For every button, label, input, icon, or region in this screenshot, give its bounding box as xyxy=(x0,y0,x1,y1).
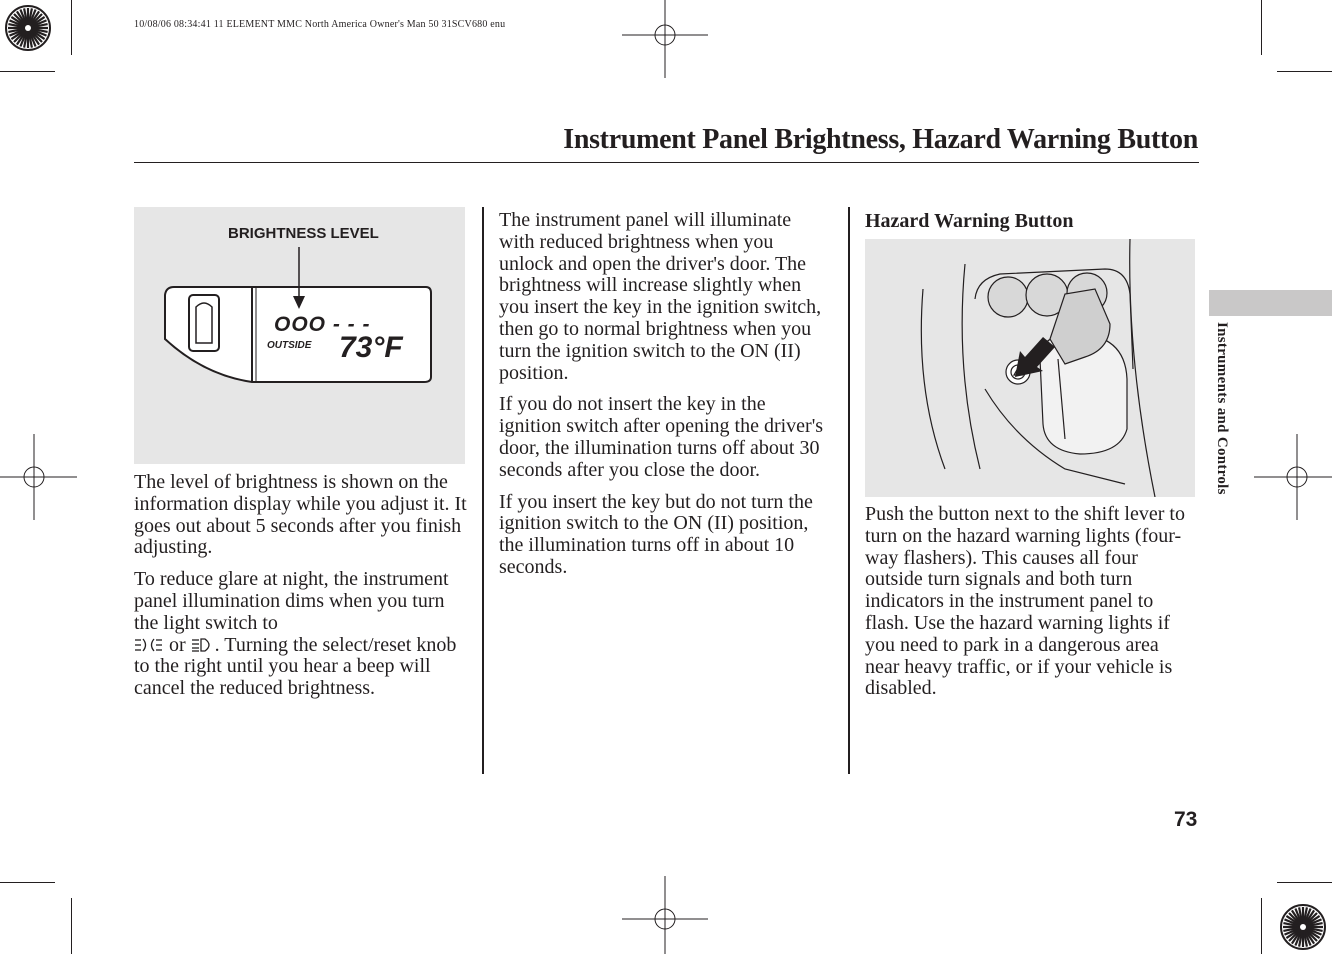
column-divider xyxy=(848,207,850,774)
brightness-display-figure xyxy=(134,207,465,464)
paragraph: The instrument panel will illuminate with reduced brightness when you unlock and open the driver's door. The brightness will increase slightly when you insert the key in the ignition switch, then go to normal brightness when you turn the ignition switch to the ON (II) position. xyxy=(499,209,822,384)
column-divider xyxy=(482,207,484,774)
paragraph: If you do not insert the key in the ignition switch after opening the driver's door, the illumination turns off about 30 seconds after you close the door. xyxy=(499,393,824,481)
paragraph-text: . Turning the select/reset knob to the right until you hear a beep will cancel the reduced brightness. xyxy=(134,633,457,700)
odometer-readout: OOO - - - xyxy=(274,313,371,336)
paragraph-text: or xyxy=(169,633,186,656)
paragraph: Push the button next to the shift lever to turn on the hazard warning lights (four-way flashers). This causes all four outside turn signals and both turn indicators in the instrument panel to flash. Use the hazard warning lights if you need to park in a dangerous area near heavy traffic, or if your vehicle is disabled. xyxy=(865,503,1185,700)
paragraph: If you insert the key but do not turn the ignition switch to the ON (II) position, the illumination turns off in about 10 seconds. xyxy=(499,490,813,578)
page-number: 73 xyxy=(1174,808,1198,831)
page-title: Instrument Panel Brightness, Hazard Warning Button xyxy=(563,124,1198,155)
paragraph xyxy=(134,569,469,700)
column-2 xyxy=(499,210,829,579)
title-rule xyxy=(134,162,1199,163)
hazard-button-figure xyxy=(865,239,1195,497)
print-metadata: 10/08/06 08:34:41 11 ELEMENT MMC North America Owner's Man 50 31SCV680 enu xyxy=(134,19,506,30)
section-tab-label: Instruments and Controls xyxy=(1214,322,1230,495)
parking-lights-icon xyxy=(134,637,164,653)
outside-temp-label: OUTSIDE xyxy=(267,340,312,351)
shift-lever-illustration xyxy=(865,239,1195,497)
hazard-section-heading: Hazard Warning Button xyxy=(865,210,1074,232)
column-3 xyxy=(865,504,1195,700)
brightness-level-callout: BRIGHTNESS LEVEL xyxy=(228,225,379,242)
column-1 xyxy=(134,472,469,700)
section-tab xyxy=(1209,290,1332,316)
paragraph-text: To reduce glare at night, the instrument panel illumination dims when you turn the light switch to xyxy=(134,568,449,634)
paragraph: The level of brightness is shown on the information display while you adjust it. It goes out about 5 seconds after you finish adjusting. xyxy=(134,471,467,559)
outside-temp-readout: 73°F xyxy=(339,331,403,364)
headlights-icon xyxy=(191,637,215,653)
